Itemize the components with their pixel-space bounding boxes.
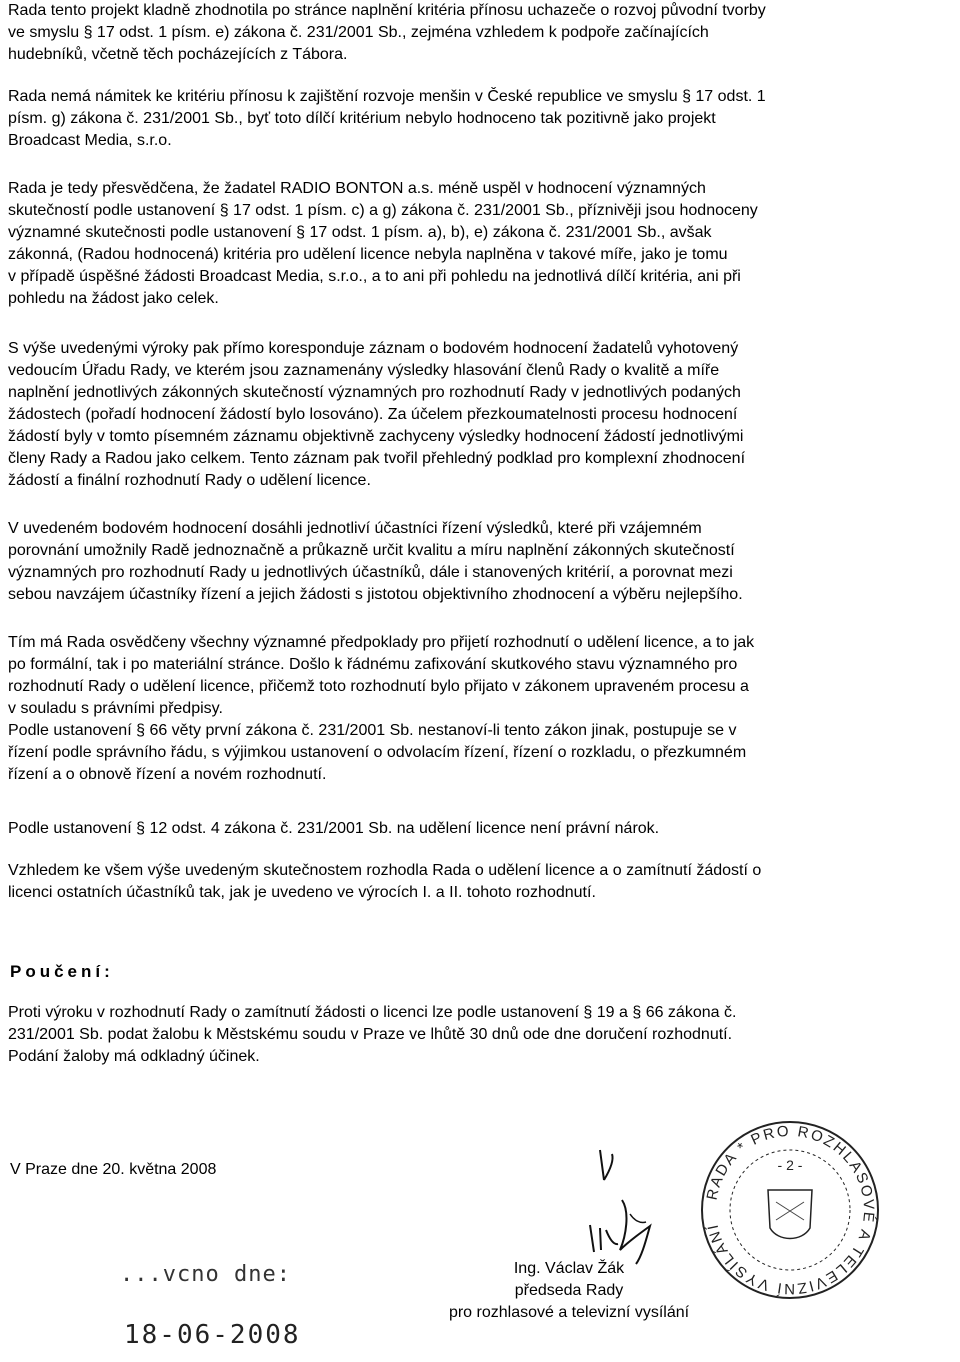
paragraph-3 xyxy=(8,178,952,310)
text-line: V uvedeném bodovém hodnocení dosáhli jednotliví účastníci řízení výsledků, které při vzájemném xyxy=(8,520,702,537)
paragraph-5 xyxy=(8,518,952,606)
text-line: po formální, tak i po materiální stránce. Došlo k řádnému zafixování skutkového stavu významného pro xyxy=(8,656,738,673)
text-line: členy Rady a Radou jako celkem. Tento záznam pak tvořil přehledný podklad pro komplexní zhodnocení xyxy=(8,450,746,467)
text-line: 231/2001 Sb. podat žalobu k Městskému soudu v Praze ve lhůtě 30 dnů ode dne doručení rozhodnutí. xyxy=(8,1026,733,1043)
signatory-institution: pro rozhlasové a televizní vysílání xyxy=(448,1304,690,1321)
paragraph-7 xyxy=(8,818,952,840)
text-line: v souladu s právními předpisy. xyxy=(8,700,223,717)
paragraph-2 xyxy=(8,86,952,152)
text-line: Podle ustanovení § 12 odst. 4 zákona č. 231/2001 Sb. na udělení licence není právní nárok. xyxy=(8,820,660,837)
text-line: Broadcast Media, s.r.o. xyxy=(8,132,172,149)
date-line: V Praze dne 20. května 2008 xyxy=(10,1161,217,1178)
text-line: Podání žaloby má odkladný účinek. xyxy=(8,1048,260,1065)
paragraph-9 xyxy=(8,1002,952,1068)
text-line: naplnění jednotlivých zákonných skutečností významných pro rozhodnutí Rady v jednotlivých podaných xyxy=(8,384,741,401)
paragraph-8 xyxy=(8,860,952,904)
text-line: písm. g) zákona č. 231/2001 Sb., byť toto dílčí kritérium nebylo hodnoceno tak pozitivně jako projekt xyxy=(8,110,716,127)
text-line: licenci ostatních účastníků tak, jak je uvedeno ve výrocích I. a II. tohoto rozhodnutí. xyxy=(8,884,596,901)
official-seal-icon xyxy=(690,1110,890,1310)
text-line: v případě úspěšné žádosti Broadcast Media, s.r.o., a to ani při pohledu na jednotlivá dílčí kritéria, ani při xyxy=(8,268,741,285)
signatory-role: předseda Rady xyxy=(514,1282,624,1299)
text-line: porovnání umožnily Radě jednoznačně a průkazně určit kvalitu a míru naplnění zákonných skutečností xyxy=(8,542,735,559)
text-line: Proti výroku v rozhodnutí Rady o zamítnutí žádosti o licenci lze podle ustanovení § 19 a § 66 zákona č. xyxy=(8,1004,737,1021)
text-line: žádostí byly v tomto písemném záznamu objektivně zachyceny výsledky hodnocení žádostí jednotlivými xyxy=(8,428,744,445)
text-line: ve smyslu § 17 odst. 1 písm. e) zákona č. 231/2001 Sb., zejména vzhledem k podpoře začínajících xyxy=(8,24,709,41)
text-line: žádostí a finální rozhodnutí Rady o udělení licence. xyxy=(8,472,371,489)
text-line: Rada tento projekt kladně zhodnotila po stránce naplnění kritéria přínosu uchazeče o rozvoj původní tvorby xyxy=(8,2,766,19)
text-line: pohledu na žádost jako celek. xyxy=(8,290,219,307)
signatory-name: Ing. Václav Žák xyxy=(513,1260,625,1277)
text-line: S výše uvedenými výroky pak přímo koresponduje záznam o bodovém hodnocení žadatelů vyhotovený xyxy=(8,340,739,357)
text-line: hudebníků, včetně těch pocházejících z Tábora. xyxy=(8,46,348,63)
text-line: Tím má Rada osvědčeny všechny významné předpoklady pro přijetí rozhodnutí o udělení licence, a to jak xyxy=(8,634,755,651)
text-line: žádostech (pořadí hodnocení žádostí bylo losováno). Za účelem přezkoumatelnosti procesu hodnocení xyxy=(8,406,738,423)
paragraph-1 xyxy=(8,0,952,66)
text-line: Rada nemá námitek ke kritériu přínosu k zajištění rozvoje menšin v České republice ve smyslu § 17 odst. 1 xyxy=(8,88,766,105)
paragraph-4 xyxy=(8,338,952,492)
text-line: vedoucím Úřadu Rady, ve kterém jsou zaznamenány výsledky hlasování členů Rady o kvalitě a míře xyxy=(8,362,720,379)
text-line: významných pro rozhodnutí Rady u jednotlivých účastníků, dále i stanovených kritérií, a porovnat mezi xyxy=(8,564,733,581)
text-line: skutečností podle ustanovení § 17 odst. 1 písm. c) a g) zákona č. 231/2001 Sb., příznivěji jsou hodnoceny xyxy=(8,202,758,219)
seal-text: RADA * PRO ROZHLASOVÉ A TELEVIZNÍ VYSÍLÁNÍ xyxy=(703,1122,878,1298)
signature-block xyxy=(434,1258,704,1324)
text-line: zákonná, (Radou hodnocená) kritéria pro udělení licence nebyla naplněna v takové míře, jako je tomu xyxy=(8,246,728,263)
seal-number: - 2 - xyxy=(777,1157,803,1173)
text-line: Rada je tedy přesvědčena, že žadatel RADIO BONTON a.s. méně uspěl v hodnocení významných xyxy=(8,180,706,197)
delivery-stamp-label: ...vcno dne: xyxy=(120,1262,291,1287)
text-line: Vzhledem ke všem výše uvedeným skutečnostem rozhodla Rada o udělení licence a o zamítnutí žádostí o xyxy=(8,862,762,879)
text-line: řízení podle správního řádu, s výjimkou ustanovení o odvolacím řízení, řízení o rozkladu, o přezkumném xyxy=(8,744,747,761)
text-line: rozhodnutí Rady o udělení licence, přičemž toto rozhodnutí bylo přijato v zákonem upraveném procesu a xyxy=(8,678,749,695)
instruction-heading: Poučení: xyxy=(10,962,114,981)
text-line: významné skutečnosti podle ustanovení § 17 odst. 1 písm. a), b), e) zákona č. 231/2001 Sb., avšak xyxy=(8,224,712,241)
text-line: sebou navzájem účastníky řízení a jejich žádosti s jistotou objektivního zhodnocení a výběru nejlepšího. xyxy=(8,586,743,603)
text-line: řízení a o obnově řízení a novém rozhodnutí. xyxy=(8,766,327,783)
delivery-stamp-date: 18-06-2008 xyxy=(124,1320,301,1350)
text-line: Podle ustanovení § 66 věty první zákona č. 231/2001 Sb. nestanoví-li tento zákon jinak, postupuje se v xyxy=(8,722,737,739)
paragraph-6 xyxy=(8,632,952,786)
